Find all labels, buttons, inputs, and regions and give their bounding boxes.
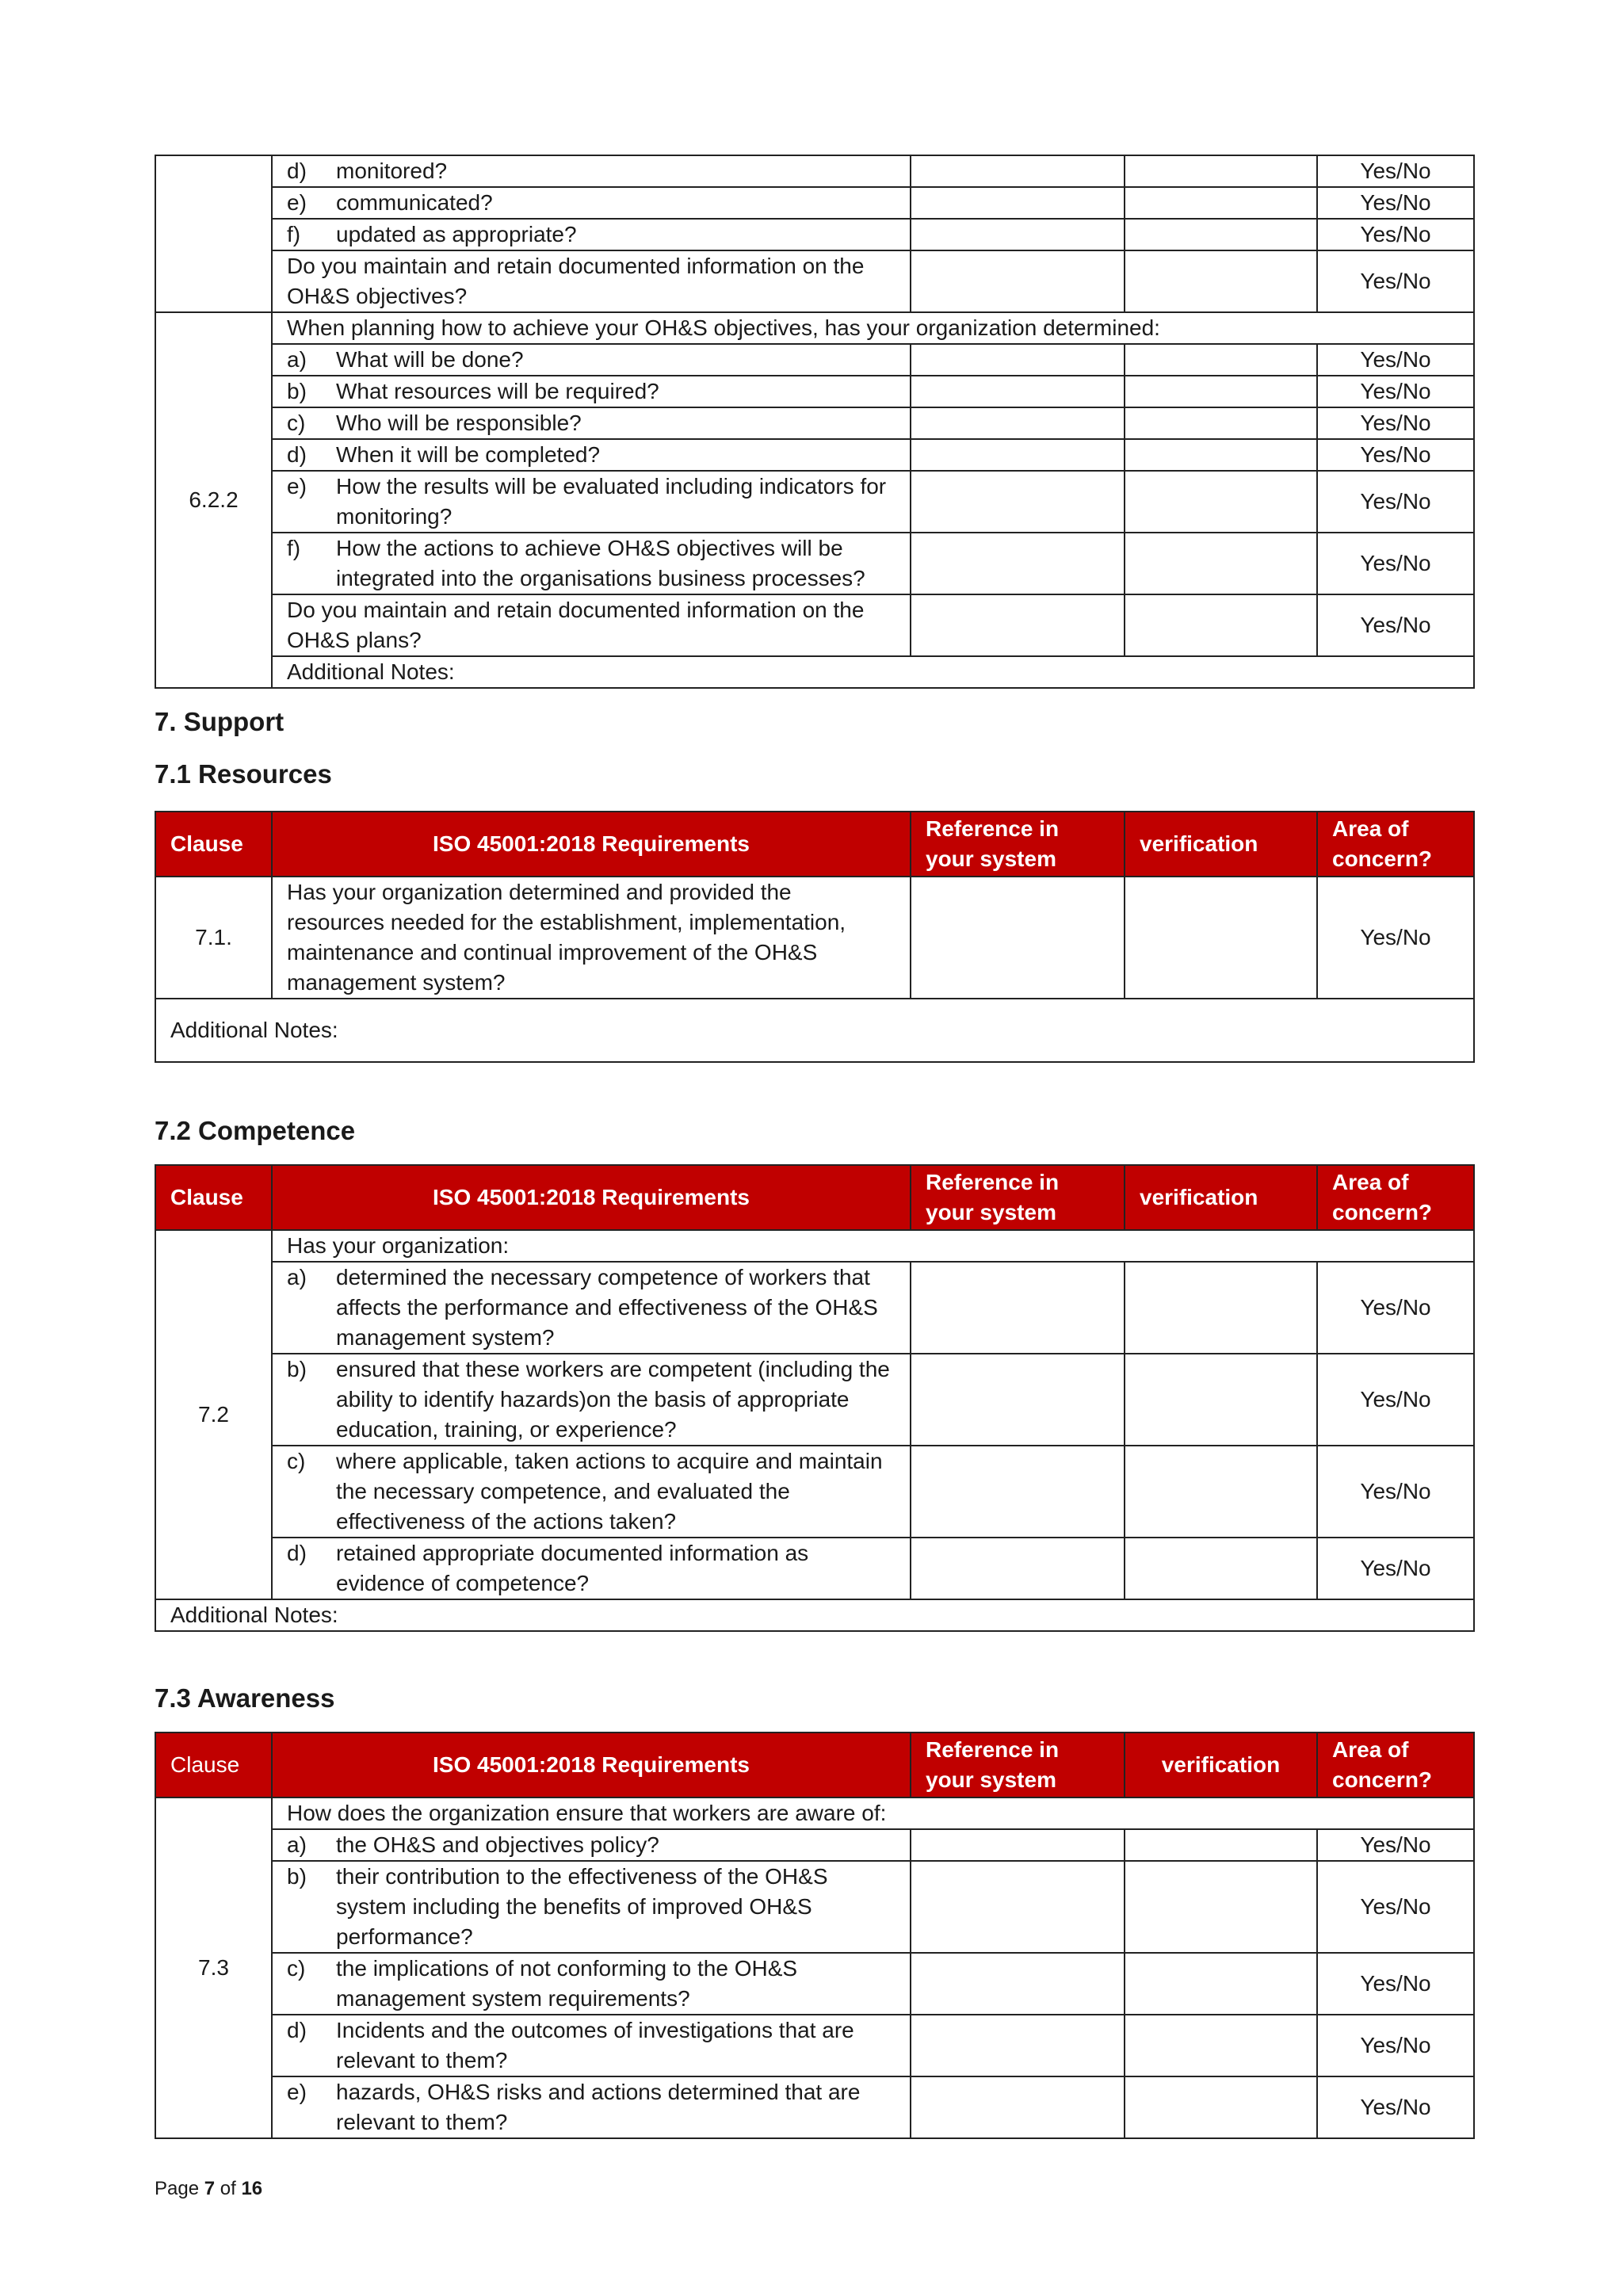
verification-cell[interactable] <box>1125 2076 1317 2138</box>
page-label: Page <box>155 2178 200 2199</box>
page-total: 16 <box>241 2178 263 2199</box>
of-label: of <box>220 2178 236 2199</box>
verification-cell[interactable] <box>1125 1953 1317 2015</box>
reference-cell[interactable] <box>911 533 1125 594</box>
answer-cell[interactable]: Yes/No <box>1317 1861 1474 1953</box>
header-concern: Area of concern? <box>1317 1733 1474 1797</box>
header-concern: Area of concern? <box>1317 1165 1474 1230</box>
clause-number: 7.3 <box>155 1797 272 2138</box>
competence-intro: Has your organization: <box>272 1230 1474 1262</box>
header-concern: Area of concern? <box>1317 812 1474 877</box>
objectives-table: d) monitored? Yes/No e) communicated? Yes/No f) updated as appropriate? Yes/No Do you maintain and retain documented information on the OH&S objectives? Yes/No 6.2.2 When planning how to achieve your OH&S objectives, has your organization determined: a) What will be done? Yes/No b) What resources will be required? Yes/No c) Who will be responsible? Yes/No d) When it will be completed? Yes/No e) How the results will be evaluated including indicators for monitoring? Yes/No f) How the actions to achieve OH&S objectives will be integrated into the organisations business processes? Yes/No Do you maintain and retain documented information on the OH&S plans? Yes/No Additional Notes: <box>155 155 1475 689</box>
reference-cell[interactable] <box>911 877 1125 999</box>
answer-cell[interactable]: Yes/No <box>1317 219 1474 250</box>
answer-cell[interactable]: Yes/No <box>1317 439 1474 471</box>
answer-cell[interactable]: Yes/No <box>1317 376 1474 407</box>
verification-cell[interactable] <box>1125 1354 1317 1446</box>
answer-cell[interactable]: Yes/No <box>1317 471 1474 533</box>
resources-table <box>155 811 1475 1063</box>
verification-cell[interactable] <box>1125 2015 1317 2076</box>
answer-cell[interactable]: Yes/No <box>1317 1446 1474 1538</box>
answer-cell[interactable]: Yes/No <box>1317 187 1474 219</box>
reference-cell[interactable] <box>911 2015 1125 2076</box>
verification-cell[interactable] <box>1125 1538 1317 1599</box>
header-clause: Clause <box>155 1733 272 1797</box>
header-verification: verification <box>1125 1165 1317 1230</box>
page-footer <box>155 2178 262 2200</box>
reference-cell[interactable] <box>911 187 1125 219</box>
clause-number: 7.1. <box>155 877 272 999</box>
answer-cell[interactable]: Yes/No <box>1317 1354 1474 1446</box>
section-title-competence: 7.2 Competence <box>155 1116 356 1145</box>
reference-cell[interactable] <box>911 1861 1125 1953</box>
answer-cell[interactable]: Yes/No <box>1317 2015 1474 2076</box>
answer-cell[interactable]: Yes/No <box>1317 344 1474 376</box>
verification-cell[interactable] <box>1125 250 1317 312</box>
reference-cell[interactable] <box>911 471 1125 533</box>
verification-cell[interactable] <box>1125 376 1317 407</box>
answer-cell[interactable]: Yes/No <box>1317 1953 1474 2015</box>
reference-cell[interactable] <box>911 439 1125 471</box>
requirement-text: Has your organization determined and provided the resources needed for the establishment, implementation, maintenance and continual improvement of the OH&S management system? <box>272 877 911 999</box>
header-verification: verification <box>1125 1733 1317 1797</box>
reference-cell[interactable] <box>911 407 1125 439</box>
verification-cell[interactable] <box>1125 1861 1317 1953</box>
answer-cell[interactable]: Yes/No <box>1317 594 1474 656</box>
verification-cell[interactable] <box>1125 471 1317 533</box>
verification-cell[interactable] <box>1125 533 1317 594</box>
answer-cell[interactable]: Yes/No <box>1317 533 1474 594</box>
header-reference: Reference in your system <box>911 1733 1125 1797</box>
header-reference: Reference in your system <box>911 1165 1125 1230</box>
answer-cell[interactable]: Yes/No <box>1317 250 1474 312</box>
header-requirements: ISO 45001:2018 Requirements <box>272 1165 911 1230</box>
section-title-support: 7. Support <box>155 707 285 736</box>
reference-cell[interactable] <box>911 594 1125 656</box>
awareness-intro: How does the organization ensure that workers are aware of: <box>272 1797 1474 1829</box>
verification-cell[interactable] <box>1125 594 1317 656</box>
reference-cell[interactable] <box>911 1446 1125 1538</box>
additional-notes[interactable]: Additional Notes: <box>272 656 1474 688</box>
answer-cell[interactable]: Yes/No <box>1317 155 1474 187</box>
verification-cell[interactable] <box>1125 439 1317 471</box>
reference-cell[interactable] <box>911 344 1125 376</box>
reference-cell[interactable] <box>911 1262 1125 1354</box>
header-verification: verification <box>1125 812 1317 877</box>
header-clause: Clause <box>155 812 272 877</box>
reference-cell[interactable] <box>911 1953 1125 2015</box>
awareness-table: Clause ISO 45001:2018 Requirements Reference in your system verification Area of concern? 7.3 How does the organization ensure that workers are aware of: a) the OH&S and objectives policy? Yes/No b) their contribution to the effectiveness of the OH&S system including the benefits of improved OH&S performance? Yes/No c) the implications of not conforming to the OH&S management system requirements? Yes/No d) Incidents and the outcomes of investigations that are relevant to them? Yes/No e) hazards, OH&S risks and actions determined that are relevant to them? Yes/No <box>155 1732 1475 2139</box>
verification-cell[interactable] <box>1125 407 1317 439</box>
competence-table: Clause ISO 45001:2018 Requirements Reference in your system verification Area of concern? 7.2 Has your organization: a) determined the necessary competence of workers that affects the performance and effectiveness of the OH&S management system? Yes/No b) ensured that these workers are competent (including the ability to identify hazards)on the basis of appropriate education, training, or experience? Yes/No c) where applicable, taken actions to acquire and maintain the necessary competence, and evaluated the effectiveness of the actions taken? Yes/No d) retained appropriate documented information as evidence of competence? Yes/No Additional Notes: <box>155 1164 1475 1632</box>
header-clause: Clause <box>155 1165 272 1230</box>
planning-intro: When planning how to achieve your OH&S objectives, has your organization determined: <box>272 312 1474 344</box>
verification-cell[interactable] <box>1125 877 1317 999</box>
reference-cell[interactable] <box>911 155 1125 187</box>
answer-cell[interactable]: Yes/No <box>1317 1538 1474 1599</box>
additional-notes[interactable]: Additional Notes: <box>155 999 1474 1062</box>
clause-cell-blank <box>155 155 272 312</box>
answer-cell[interactable]: Yes/No <box>1317 2076 1474 2138</box>
section-title-awareness: 7.3 Awareness <box>155 1683 335 1713</box>
header-requirements: ISO 45001:2018 Requirements <box>272 1733 911 1797</box>
verification-cell[interactable] <box>1125 219 1317 250</box>
verification-cell[interactable] <box>1125 344 1317 376</box>
answer-cell[interactable]: Yes/No <box>1317 877 1474 999</box>
clause-number: 7.2 <box>155 1230 272 1599</box>
reference-cell[interactable] <box>911 2076 1125 2138</box>
section-title-resources: 7.1 Resources <box>155 759 332 789</box>
additional-notes[interactable]: Additional Notes: <box>155 1599 1474 1631</box>
verification-cell[interactable] <box>1125 187 1317 219</box>
verification-cell[interactable] <box>1125 1446 1317 1538</box>
reference-cell[interactable] <box>911 250 1125 312</box>
reference-cell[interactable] <box>911 1538 1125 1599</box>
header-requirements: ISO 45001:2018 Requirements <box>272 812 911 877</box>
verification-cell[interactable] <box>1125 1262 1317 1354</box>
header-reference: Reference in your system <box>911 812 1125 877</box>
requirement-text: Do you maintain and retain documented information on the OH&S objectives? <box>272 250 911 312</box>
answer-cell[interactable]: Yes/No <box>1317 407 1474 439</box>
answer-cell[interactable]: Yes/No <box>1317 1829 1474 1861</box>
reference-cell[interactable] <box>911 376 1125 407</box>
reference-cell[interactable] <box>911 1354 1125 1446</box>
reference-cell[interactable] <box>911 1829 1125 1861</box>
answer-cell[interactable]: Yes/No <box>1317 1262 1474 1354</box>
clause-number: 6.2.2 <box>155 312 272 688</box>
reference-cell[interactable] <box>911 219 1125 250</box>
document-page <box>155 155 1473 2139</box>
verification-cell[interactable] <box>1125 155 1317 187</box>
requirement-text: Do you maintain and retain documented information on the OH&S plans? <box>272 594 911 656</box>
page-number: 7 <box>204 2178 216 2199</box>
verification-cell[interactable] <box>1125 1829 1317 1861</box>
